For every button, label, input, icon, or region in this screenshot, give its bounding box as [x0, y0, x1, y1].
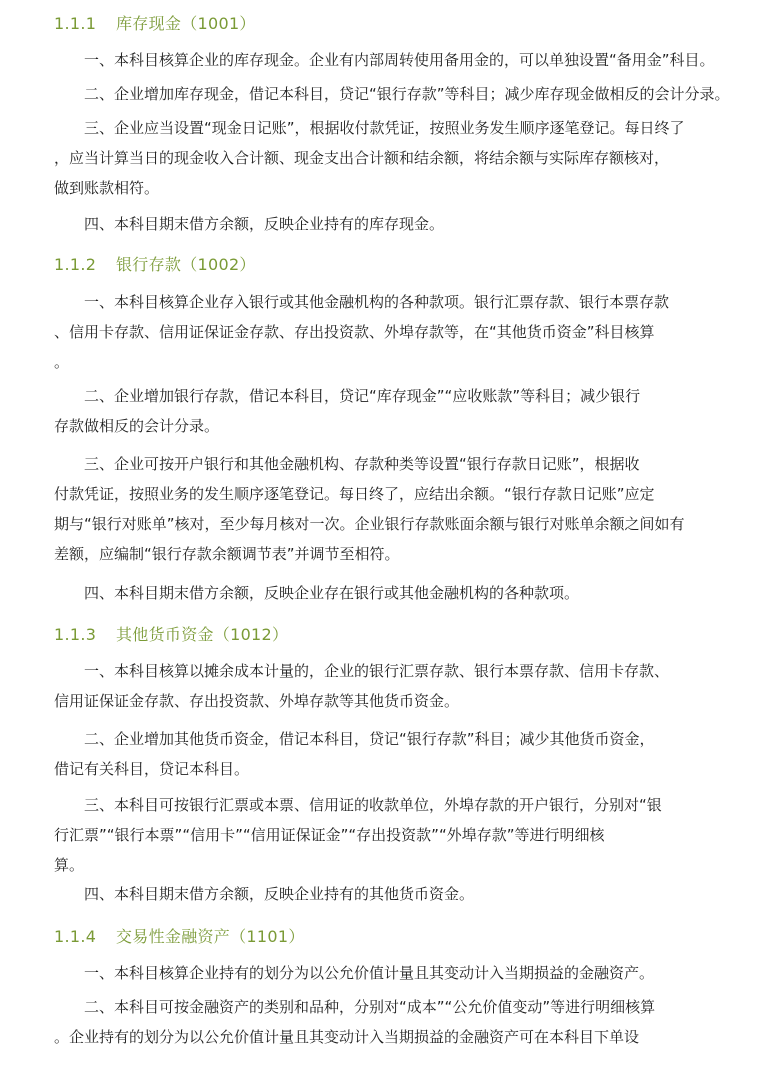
paragraph: [54, 449, 734, 569]
section-heading-1001: [54, 13, 256, 35]
paragraph: [54, 992, 734, 1052]
paragraph-line: 二、企业增加银行存款，借记本科目，贷记“库存现金”“应收账款”等科目；减少银行: [84, 387, 641, 405]
paragraph-line: 三、本科目可按银行汇票或本票、信用证的收款单位，外埠存款的开户银行，分别对“银: [84, 796, 662, 814]
paragraph-line: 付款凭证，按照业务的发生顺序逐笔登记。每日终了，应结出余额。“银行存款日记账”应定: [54, 485, 655, 503]
paragraph: [54, 45, 734, 75]
section-number: 1.1.4: [54, 927, 97, 946]
paragraph-line: 行汇票”“银行本票”“信用卡”“信用证保证金”“存出投资款”“外埠存款”等进行明细核: [54, 826, 605, 844]
paragraph-line: 做到账款相符。: [54, 179, 160, 197]
section-heading-1012: [54, 624, 288, 646]
paragraph: [54, 381, 734, 441]
section-number: 1.1.1: [54, 14, 97, 33]
paragraph-line: 。企业持有的划分为以公允价值计量且其变动计入当期损益的金融资产可在本科目下单设: [54, 1028, 640, 1046]
paragraph: [54, 790, 734, 880]
paragraph-line: 二、企业增加其他货币资金，借记本科目，贷记“银行存款”科目；减少其他货币资金，: [84, 730, 655, 748]
paragraph-line: 算。: [54, 856, 85, 874]
paragraph-line: 三、企业应当设置“现金日记账”，根据收付款凭证，按照业务发生顺序逐笔登记。每日终了: [84, 119, 685, 137]
paragraph-line: 存款做相反的会计分录。: [54, 417, 220, 435]
paragraph: [54, 879, 734, 909]
paragraph-line: 二、企业增加库存现金，借记本科目，贷记“银行存款”等科目；减少库存现金做相反的会计分录。: [84, 85, 730, 103]
paragraph-line: 四、本科目期末借方余额，反映企业持有的库存现金。: [84, 215, 445, 233]
section-number: 1.1.2: [54, 255, 97, 274]
paragraph: [54, 958, 734, 988]
paragraph-line: 。: [54, 353, 70, 371]
paragraph-line: 四、本科目期末借方余额，反映企业存在银行或其他金融机构的各种款项。: [84, 584, 580, 602]
paragraph-line: 一、本科目核算企业持有的划分为以公允价值计量且其变动计入当期损益的金融资产。: [84, 964, 655, 982]
paragraph-line: 差额，应编制“银行存款余额调节表”并调节至相符。: [54, 545, 400, 563]
paragraph: [54, 209, 734, 239]
paragraph-line: 借记有关科目，贷记本科目。: [54, 760, 250, 778]
section-title: 其他货币资金（1012）: [116, 625, 289, 644]
paragraph: [54, 578, 734, 608]
section-title: 库存现金（1001）: [116, 14, 256, 33]
section-title: 银行存款（1002）: [116, 255, 256, 274]
paragraph-line: 期与“银行对账单”核对，至少每月核对一次。企业银行存款账面余额与银行对账单余额之间如有: [54, 515, 685, 533]
paragraph: [54, 287, 734, 377]
paragraph: [54, 79, 734, 109]
section-number: 1.1.3: [54, 625, 97, 644]
section-heading-1002: [54, 254, 256, 276]
section-title: 交易性金融资产（1101）: [116, 927, 305, 946]
paragraph: [54, 656, 734, 716]
paragraph-line: 三、企业可按开户银行和其他金融机构、存款种类等设置“银行存款日记账”，根据收: [84, 455, 640, 473]
paragraph-line: 四、本科目期末借方余额，反映企业持有的其他货币资金。: [84, 885, 475, 903]
paragraph: [54, 113, 734, 203]
paragraph-line: 一、本科目核算企业的库存现金。企业有内部周转使用备用金的，可以单独设置“备用金”科目。: [84, 51, 715, 69]
paragraph: [54, 724, 734, 784]
paragraph-line: 信用证保证金存款、存出投资款、外埠存款等其他货币资金。: [54, 692, 460, 710]
paragraph-line: 二、本科目可按金融资产的类别和品种，分别对“成本”“公允价值变动”等进行明细核算: [84, 998, 656, 1016]
paragraph-line: 一、本科目核算企业存入银行或其他金融机构的各种款项。银行汇票存款、银行本票存款: [84, 293, 670, 311]
section-heading-1101: [54, 926, 305, 948]
paragraph-line: 一、本科目核算以摊余成本计量的，企业的银行汇票存款、银行本票存款、信用卡存款、: [84, 662, 670, 680]
paragraph-line: ，应当计算当日的现金收入合计额、现金支出合计额和结余额，将结余额与实际库存额核对，: [54, 149, 670, 167]
paragraph-line: 、信用卡存款、信用证保证金存款、存出投资款、外埠存款等，在“其他货币资金”科目核算: [54, 323, 655, 341]
